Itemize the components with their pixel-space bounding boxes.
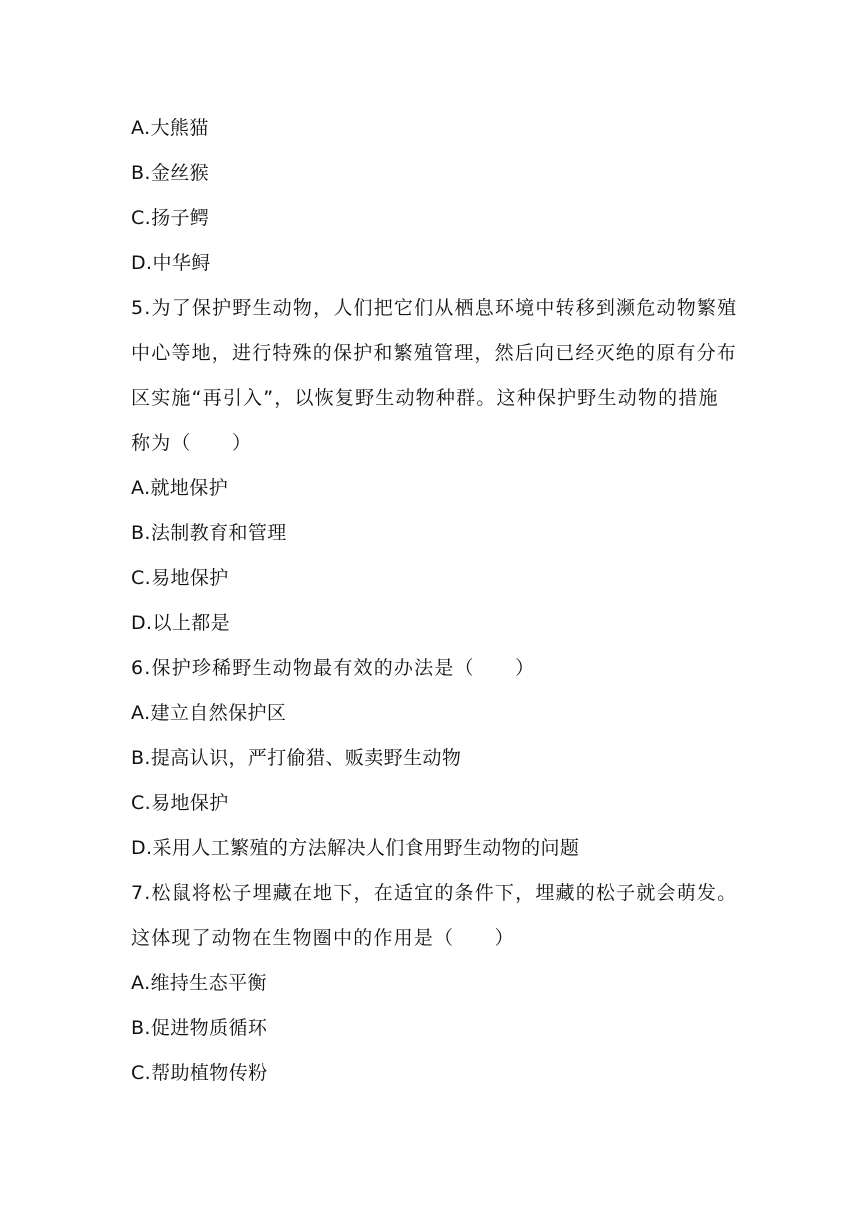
- question-6-line-1: 6.保护珍稀野生动物最有效的办法是（ ）: [131, 657, 536, 679]
- q5-option-c: C.易地保护: [131, 567, 229, 589]
- document-content: [131, 106, 741, 1096]
- q6-option-b: B.提高认识，严打偷猎、贩卖野生动物: [131, 747, 462, 769]
- question-7-line-2: 这体现了动物在生物圈中的作用是（ ）: [131, 927, 515, 949]
- option-d-chinese-sturgeon: D.中华鲟: [131, 252, 211, 274]
- q5-option-a: A.就地保护: [131, 477, 229, 499]
- q6-option-d: D.采用人工繁殖的方法解决人们食用野生动物的问题: [131, 837, 580, 859]
- q5-option-d: D.以上都是: [131, 612, 231, 634]
- q7-option-c: C.帮助植物传粉: [131, 1062, 268, 1084]
- question-5-line-2: 中心等地，进行特殊的保护和繁殖管理，然后向已经灭绝的原有分布: [131, 342, 738, 364]
- q7-option-b: B.促进物质循环: [131, 1017, 268, 1039]
- question-5-line-4: 称为（ ）: [131, 432, 253, 454]
- question-5-line-3: 区实施“再引入”，以恢复野生动物种群。这种保护野生动物的措施: [131, 387, 719, 409]
- q6-option-a: A.建立自然保护区: [131, 702, 287, 724]
- q7-option-a: A.维持生态平衡: [131, 972, 267, 994]
- q5-option-b: B.法制教育和管理: [131, 522, 287, 544]
- question-5-line-1: 5.为了保护野生动物，人们把它们从栖息环境中转移到濒危动物繁殖: [131, 297, 738, 319]
- option-a-giant-panda: A.大熊猫: [131, 117, 209, 139]
- option-c-chinese-alligator: C.扬子鳄: [131, 207, 210, 229]
- option-b-golden-monkey: B.金丝猴: [131, 162, 210, 184]
- q6-option-c: C.易地保护: [131, 792, 229, 814]
- question-7-line-1: 7.松鼠将松子埋藏在地下，在适宜的条件下，埋藏的松子就会萌发。: [131, 882, 738, 904]
